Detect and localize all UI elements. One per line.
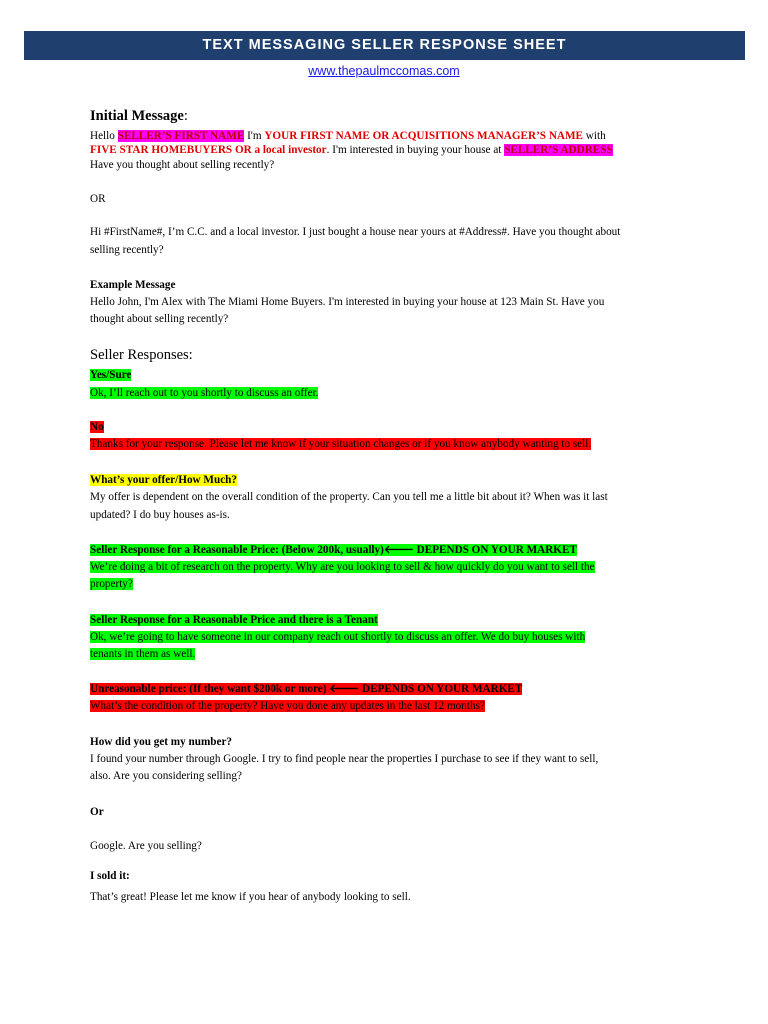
seller-address-placeholder: SELLER’S ADDRESS — [504, 144, 613, 156]
unreasonable-reply: What’s the condition of the property? Have you done any updates in the last 12 months? — [90, 700, 485, 712]
no-reply: Thanks for your response. Please let me know if your situation changes or if you know anybody wanting to sell. — [90, 438, 592, 450]
example-message-line-1: Hello John, I'm Alex with The Miami Home Buyers. I'm interested in buying your house at 123 Main St. Have you — [90, 296, 605, 308]
document-title-banner: TEXT MESSAGING SELLER RESPONSE SHEET — [24, 31, 745, 60]
reasonable-reply-line-1: We’re doing a bit of research on the property. Why are you looking to sell & how quickly do you want to sell the — [90, 561, 595, 573]
tenant-reply-line-2: tenants in them as well. — [90, 648, 196, 660]
number-reply-line-2: also. Are you considering selling? — [90, 770, 242, 782]
alt-message-line-2: selling recently? — [90, 244, 164, 256]
initial-message-line-3: Have you thought about selling recently? — [90, 159, 275, 171]
or-label: Or — [90, 806, 104, 818]
reasonable-price-label: Seller Response for a Reasonable Price: (Below 200k, usually)🡐 DEPENDS ON YOUR MARKET — [90, 544, 577, 556]
yes-label: Yes/Sure — [90, 369, 132, 381]
seller-responses-heading: Seller Responses: — [90, 347, 193, 363]
number-reply-line-1: I found your number through Google. I try to find people near the properties I purchase to see if they want to sell, — [90, 753, 599, 765]
your-name-placeholder: YOUR FIRST NAME OR ACQUISITIONS MANAGER’S NAME — [264, 130, 583, 142]
example-message-heading: Example Message — [90, 279, 176, 291]
offer-reply-line-1: My offer is dependent on the overall condition of the property. Can you tell me a little bit about it? When was it last — [90, 491, 608, 503]
sold-reply: That’s great! Please let me know if you hear of anybody looking to sell. — [90, 891, 411, 903]
seller-first-name-placeholder: SELLER’S FIRST NAME — [117, 130, 245, 142]
alt-message-line-1: Hi #FirstName#, I’m C.C. and a local investor. I just bought a house near yours at #Address#. Have you thought about — [90, 226, 621, 238]
offer-label: What’s your offer/How Much? — [90, 474, 237, 486]
number-question-label: How did you get my number? — [90, 736, 233, 748]
example-message-line-2: thought about selling recently? — [90, 313, 229, 325]
or-separator: OR — [90, 193, 106, 205]
reasonable-reply-line-2: property? — [90, 578, 133, 590]
unreasonable-price-label: Unreasonable price: (If they want $200k or more) 🡐 DEPENDS ON YOUR MARKET — [90, 683, 523, 695]
google-reply: Google. Are you selling? — [90, 840, 202, 852]
initial-message-line-1: Hello SELLER’S FIRST NAME I'm YOUR FIRST NAME OR ACQUISITIONS MANAGER’S NAME with — [90, 130, 606, 142]
no-label: No — [90, 421, 104, 433]
company-placeholder: FIVE STAR HOMEBUYERS — [90, 144, 233, 156]
initial-message-line-2: FIVE STAR HOMEBUYERS OR a local investor. I'm interested in buying your house at SELLER’S ADDRESS — [90, 144, 613, 156]
sold-label: I sold it: — [90, 870, 130, 882]
yes-reply: Ok, I’ll reach out to you shortly to discuss an offer. — [90, 387, 319, 399]
offer-reply-line-2: updated? I do buy houses as-is. — [90, 509, 230, 521]
tenant-label: Seller Response for a Reasonable Price and there is a Tenant — [90, 614, 378, 626]
initial-message-heading: Initial Message: — [90, 108, 188, 124]
tenant-reply-line-1: Ok, we’re going to have someone in our company reach out shortly to discuss an offer. We do buy houses with — [90, 631, 586, 643]
website-link[interactable]: www.thepaulmccomas.com — [308, 64, 460, 78]
